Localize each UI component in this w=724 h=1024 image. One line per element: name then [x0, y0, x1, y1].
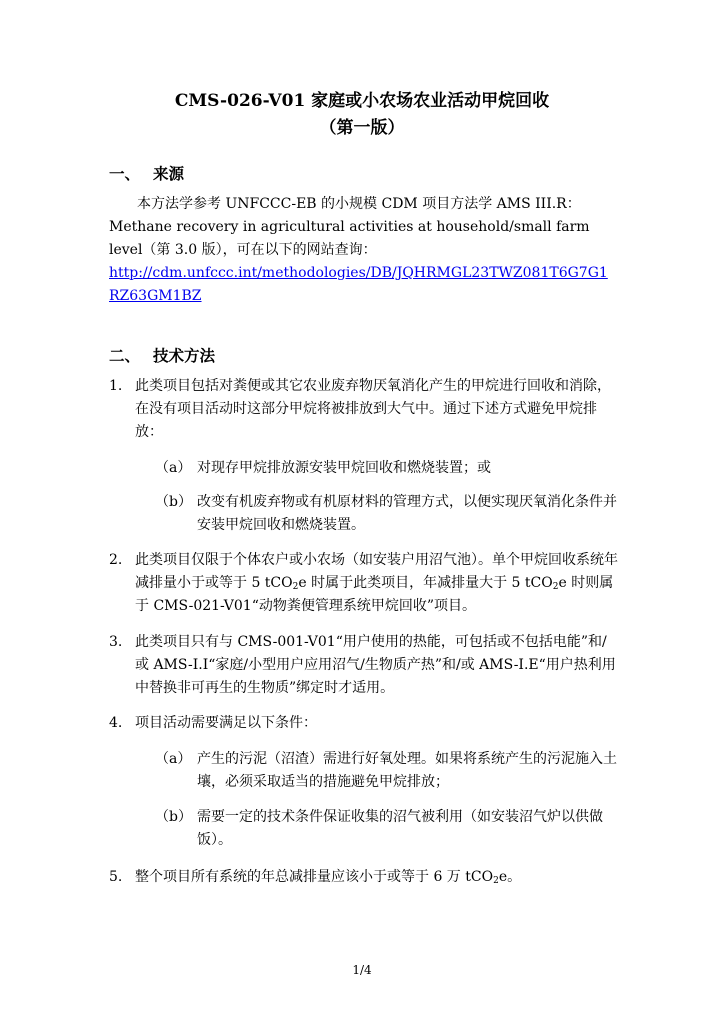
sub-item-text: 需要一定的技术条件保证收集的沼气被利用（如安装沼气炉以供做饭）。: [197, 809, 603, 848]
methodology-link[interactable]: http://cdm.unfccc.int/methodologies/DB/JQHRMGL23TWZ081T6G7G1RZ63GM1BZ: [109, 265, 608, 304]
sub-item-label: （a）: [155, 751, 192, 767]
sub-item-text: 改变有机废弃物或有机原材料的管理方式，以便实现厌氧消化条件并安装甲烷回收和燃烧装置。: [197, 494, 617, 533]
page-number: 1/4: [352, 963, 372, 977]
source-paragraph: 本方法学参考 UNFCCC-EB 的小规模 CDM 项目方法学 AMS III.R：Methane recovery in agricultural activities at household/small farm level（第 3.0 版），可在以下的网站查询：: [109, 196, 590, 258]
section-number: 一、: [109, 164, 141, 183]
section-number: 二、: [109, 346, 141, 365]
sub-item-label: （b）: [155, 494, 192, 510]
sub-item-1a: [155, 457, 620, 480]
list-item-5: [109, 866, 619, 889]
list-item-4: [109, 712, 619, 735]
sub-item-4b: [155, 806, 620, 852]
item-text: 此类项目仅限于个体农户或小农场（如安装户用沼气池）。单个甲烷回收系统年减排量小于或等于 5 tCO$_2$e 时属于此类项目，年减排量大于 5 tCO$_2$e 时则属于 CMS-021-V01“动物粪便管理系统甲烷回收”项目。: [135, 552, 618, 614]
section-heading-technical-method: [109, 346, 215, 366]
sub-item-label: （b）: [155, 809, 192, 825]
list-item-3: [109, 631, 619, 700]
list-item-2: [109, 549, 619, 618]
document-subtitle: （第一版）: [319, 118, 405, 138]
item-text: 此类项目包括对粪便或其它农业废弃物厌氧消化产生的甲烷进行回收和消除，在没有项目活动时这部分甲烷将被排放到大气中。通过下述方式避免甲烷排放：: [135, 378, 611, 440]
document-title: CMS-026-V01 家庭或小农场农业活动甲烷回收: [174, 91, 550, 111]
sub-item-4a: [155, 748, 620, 794]
sub-item-text: 产生的污泥（沼渣）需进行好氧处理。如果将系统产生的污泥施入土壤，必须采取适当的措施避免甲烷排放；: [197, 751, 617, 790]
item-number: 5.: [109, 869, 123, 885]
section-heading-source: [109, 164, 184, 184]
sub-item-1b: [155, 491, 620, 537]
list-item-1: [109, 375, 619, 444]
item-number: 3.: [109, 634, 123, 650]
item-number: 2.: [109, 552, 123, 568]
item-text: 整个项目所有系统的年总减排量应该小于或等于 6 万 tCO$_2$e。: [135, 869, 522, 886]
item-number: 4.: [109, 715, 123, 731]
section-title: 来源: [153, 164, 185, 183]
item-text: 此类项目只有与 CMS-001-V01“用户使用的热能，可包括或不包括电能”和/或 AMS-I.I“家庭/小型用户应用沼气/生物质产热”和/或 AMS-I.E“用户热利用中替换非可再生的生物质”绑定时才适用。: [135, 634, 616, 696]
sub-item-text: 对现存甲烷排放源安装甲烷回收和燃烧装置；或: [197, 460, 491, 476]
item-number: 1.: [109, 378, 123, 394]
section-title: 技术方法: [153, 346, 216, 365]
sub-item-label: （a）: [155, 460, 192, 476]
item-text: 项目活动需要满足以下条件：: [135, 715, 317, 731]
